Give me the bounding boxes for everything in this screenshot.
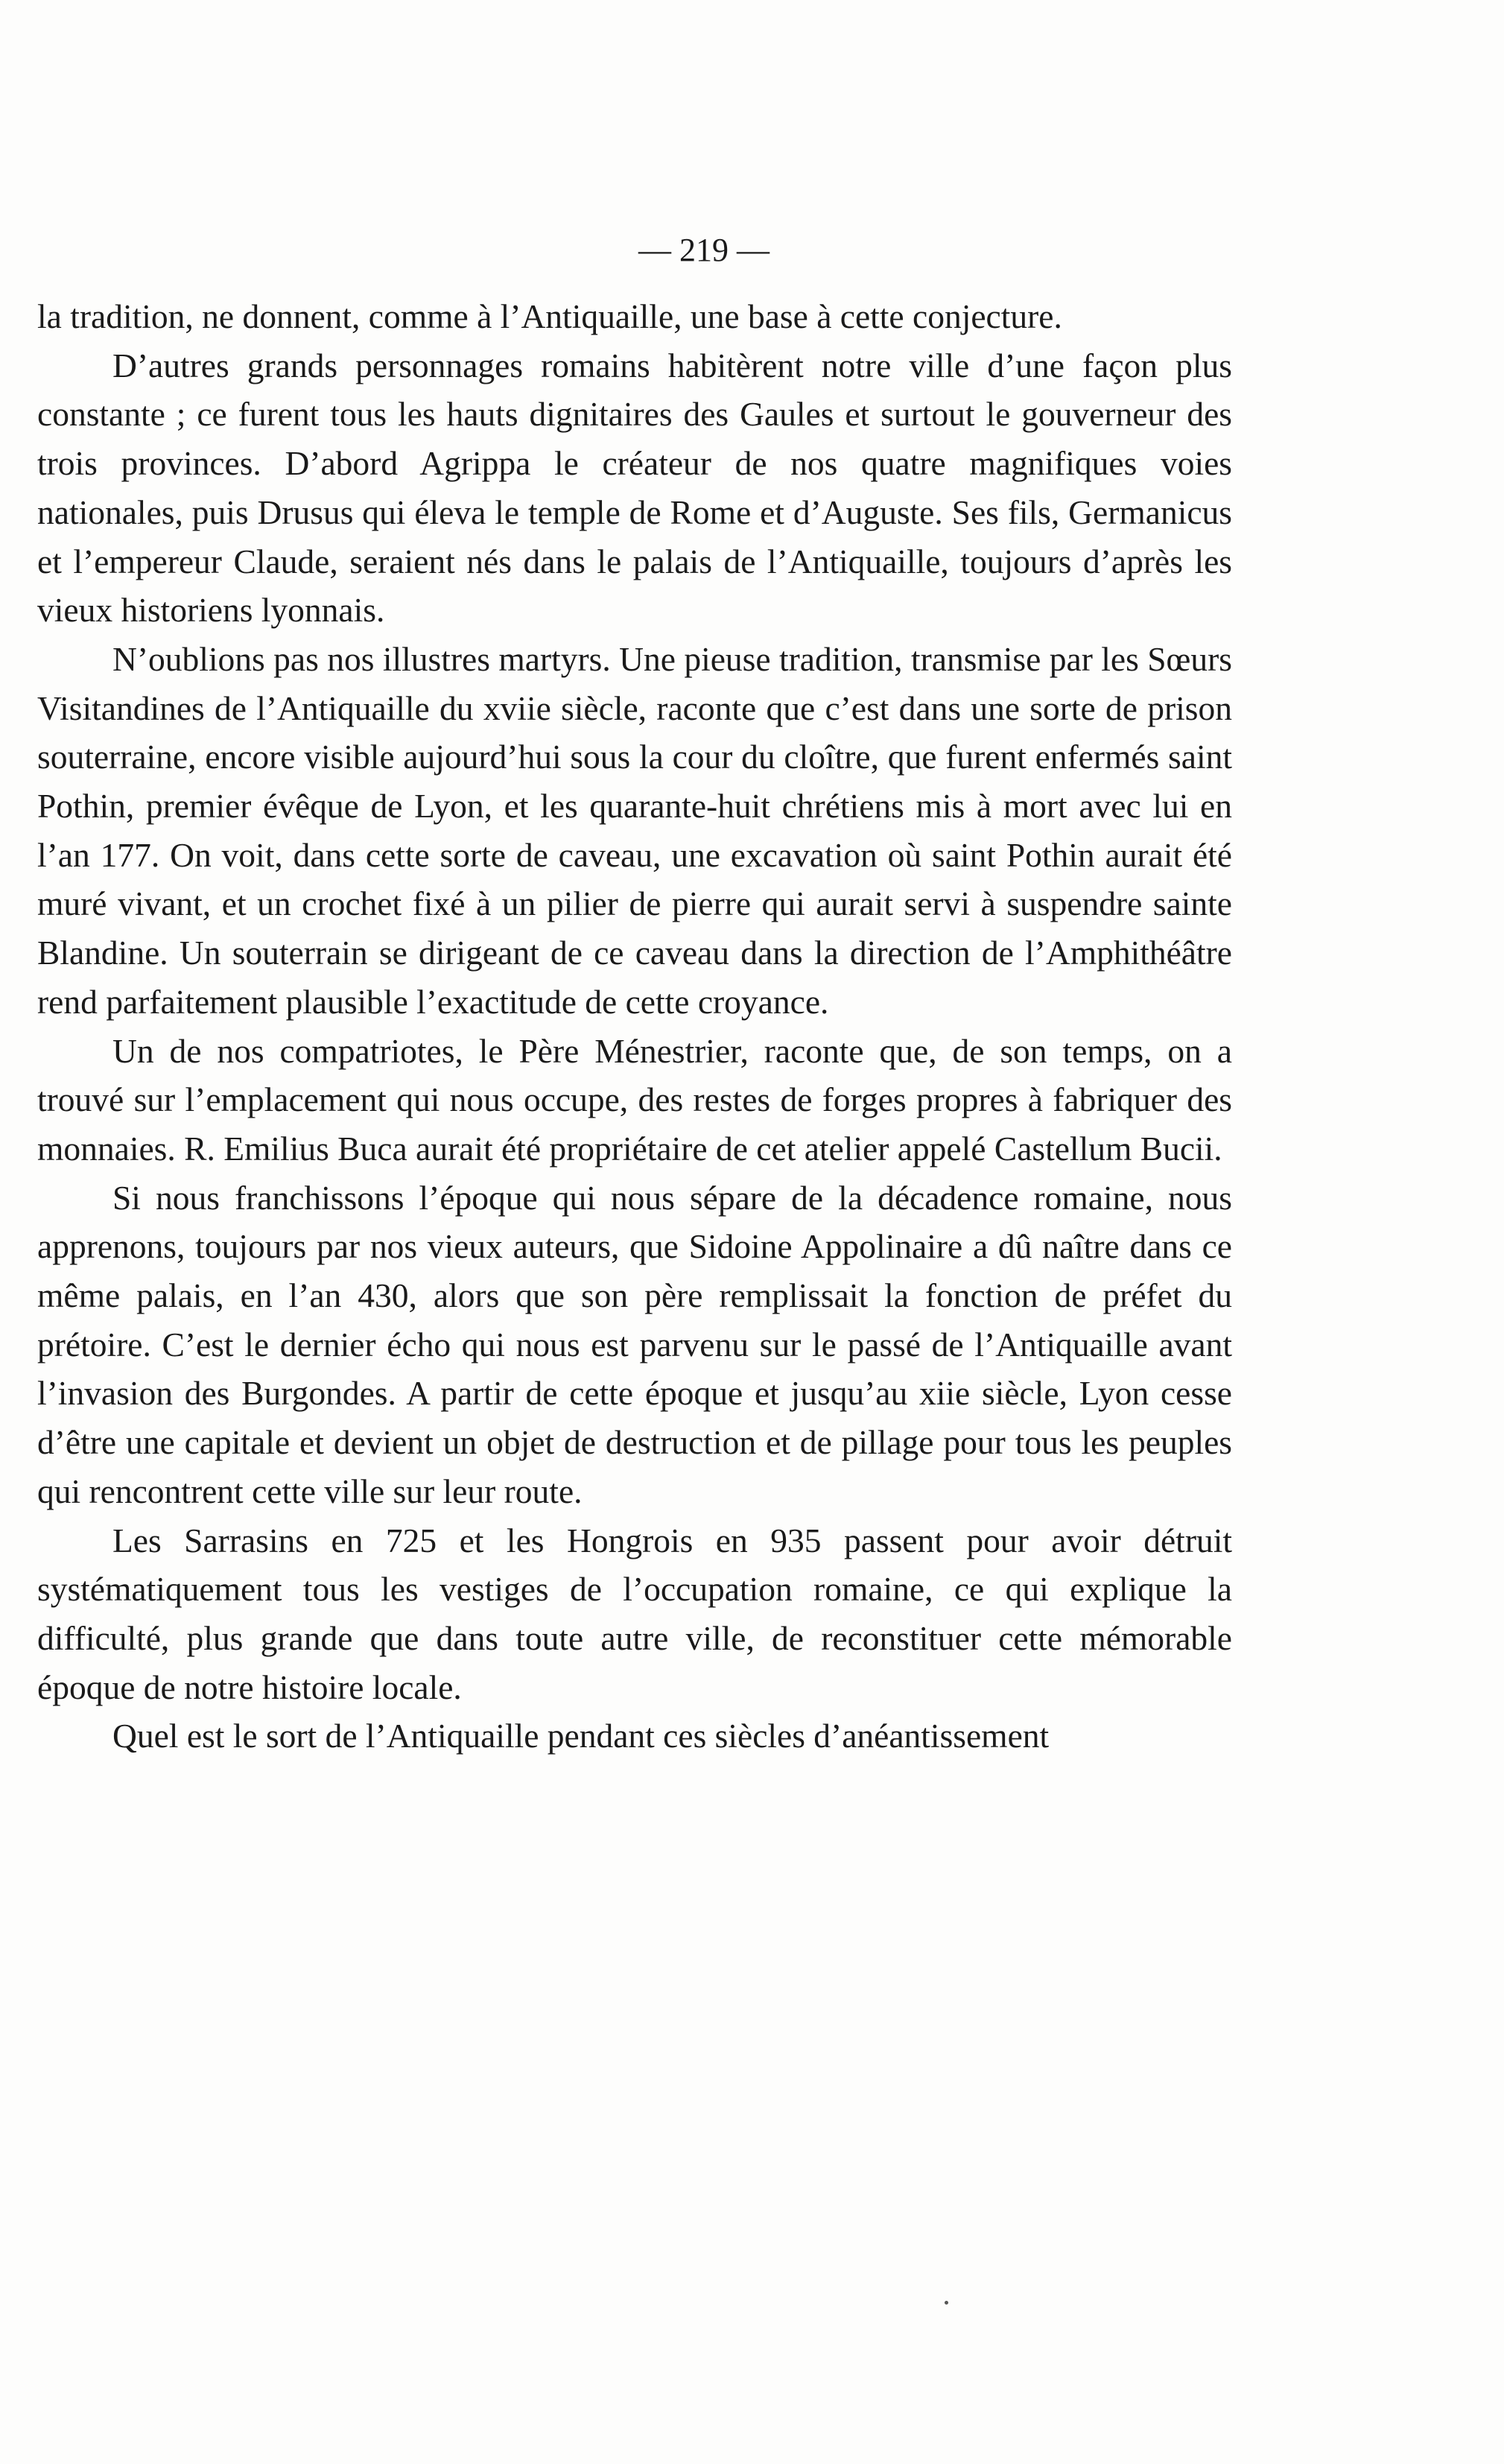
paragraph-7: Quel est le sort de l’Antiquaille pendant ces siècles d’anéantissement: [112, 1717, 1050, 1755]
paragraph-6: Les Sarrasins en 725 et les Hongrois en 935 passent pour avoir détruit systématiquement tous les vestiges de l’occupation romaine, ce qui explique la difficulté, plus grande que dans toute autre ville, de reconstituer cette mémorable époque de notre histoire locale.: [37, 1521, 1232, 1706]
paragraph-4: Un de nos compatriotes, le Père Ménestrier, raconte que, de son temps, on a trouvé sur l’emplacement qui nous occupe, des restes de forges propres à fabriquer des monnaies. R. Emilius Buca aurait été propriétaire de cet atelier appelé Castellum Bucii.: [37, 1031, 1232, 1168]
ink-speck: [945, 2301, 948, 2305]
paragraph-5: Si nous franchissons l’époque qui nous sépare de la décadence romaine, nous apprenons, toujours par nos vieux auteurs, que Sidoine Appolinaire a dû naître dans ce même palais, en l’an 430, alors que son père remplissait la fonction de préfet du prétoire. C’est le dernier écho qui nous est parvenu sur le passé de l’Antiquaille avant l’invasion des Burgondes. A partir de cette époque et jusqu’au xiie siècle, Lyon cesse d’être une capitale et devient un objet de destruction et de pillage pour tous les peuples qui rencontrent cette ville sur leur route.: [37, 1178, 1232, 1510]
paragraph-1: la tradition, ne donnent, comme à l’Antiquaille, une base à cette conjecture.: [37, 297, 1062, 335]
paragraph-3: N’oublions pas nos illustres martyrs. Une pieuse tradition, transmise par les Sœurs Visitandines de l’Antiquaille du xviie siècle, raconte que c’est dans une sorte de prison souterraine, encore visible aujourd’hui sous la cour du cloître, que furent enfermés saint Pothin, premier évêque de Lyon, et les quarante-huit chrétiens mis à mort avec lui en l’an 177. On voit, dans cette sorte de caveau, une excavation où saint Pothin aurait été muré vivant, et un crochet fixé à un pilier de pierre qui aurait servi à suspendre sainte Blandine. Un souterrain se dirigeant de ce caveau dans la direction de l’Amphithéâtre rend parfaitement plausible l’exactitude de cette croyance.: [37, 639, 1232, 1021]
body-text: [37, 292, 1232, 1761]
page-number: — 219 —: [638, 232, 770, 268]
paragraph-2: D’autres grands personnages romains habitèrent notre ville d’une façon plus constante ; ce furent tous les hauts dignitaires des Gaules et surtout le gouverneur des trois provinces. D’abord Agrippa le créateur de nos quatre magnifiques voies nationales, puis Drusus qui éleva le temple de Rome et d’Auguste. Ses fils, Germanicus et l’empereur Claude, seraient nés dans le palais de l’Antiquaille, toujours d’après les vieux historiens lyonnais.: [37, 346, 1232, 630]
